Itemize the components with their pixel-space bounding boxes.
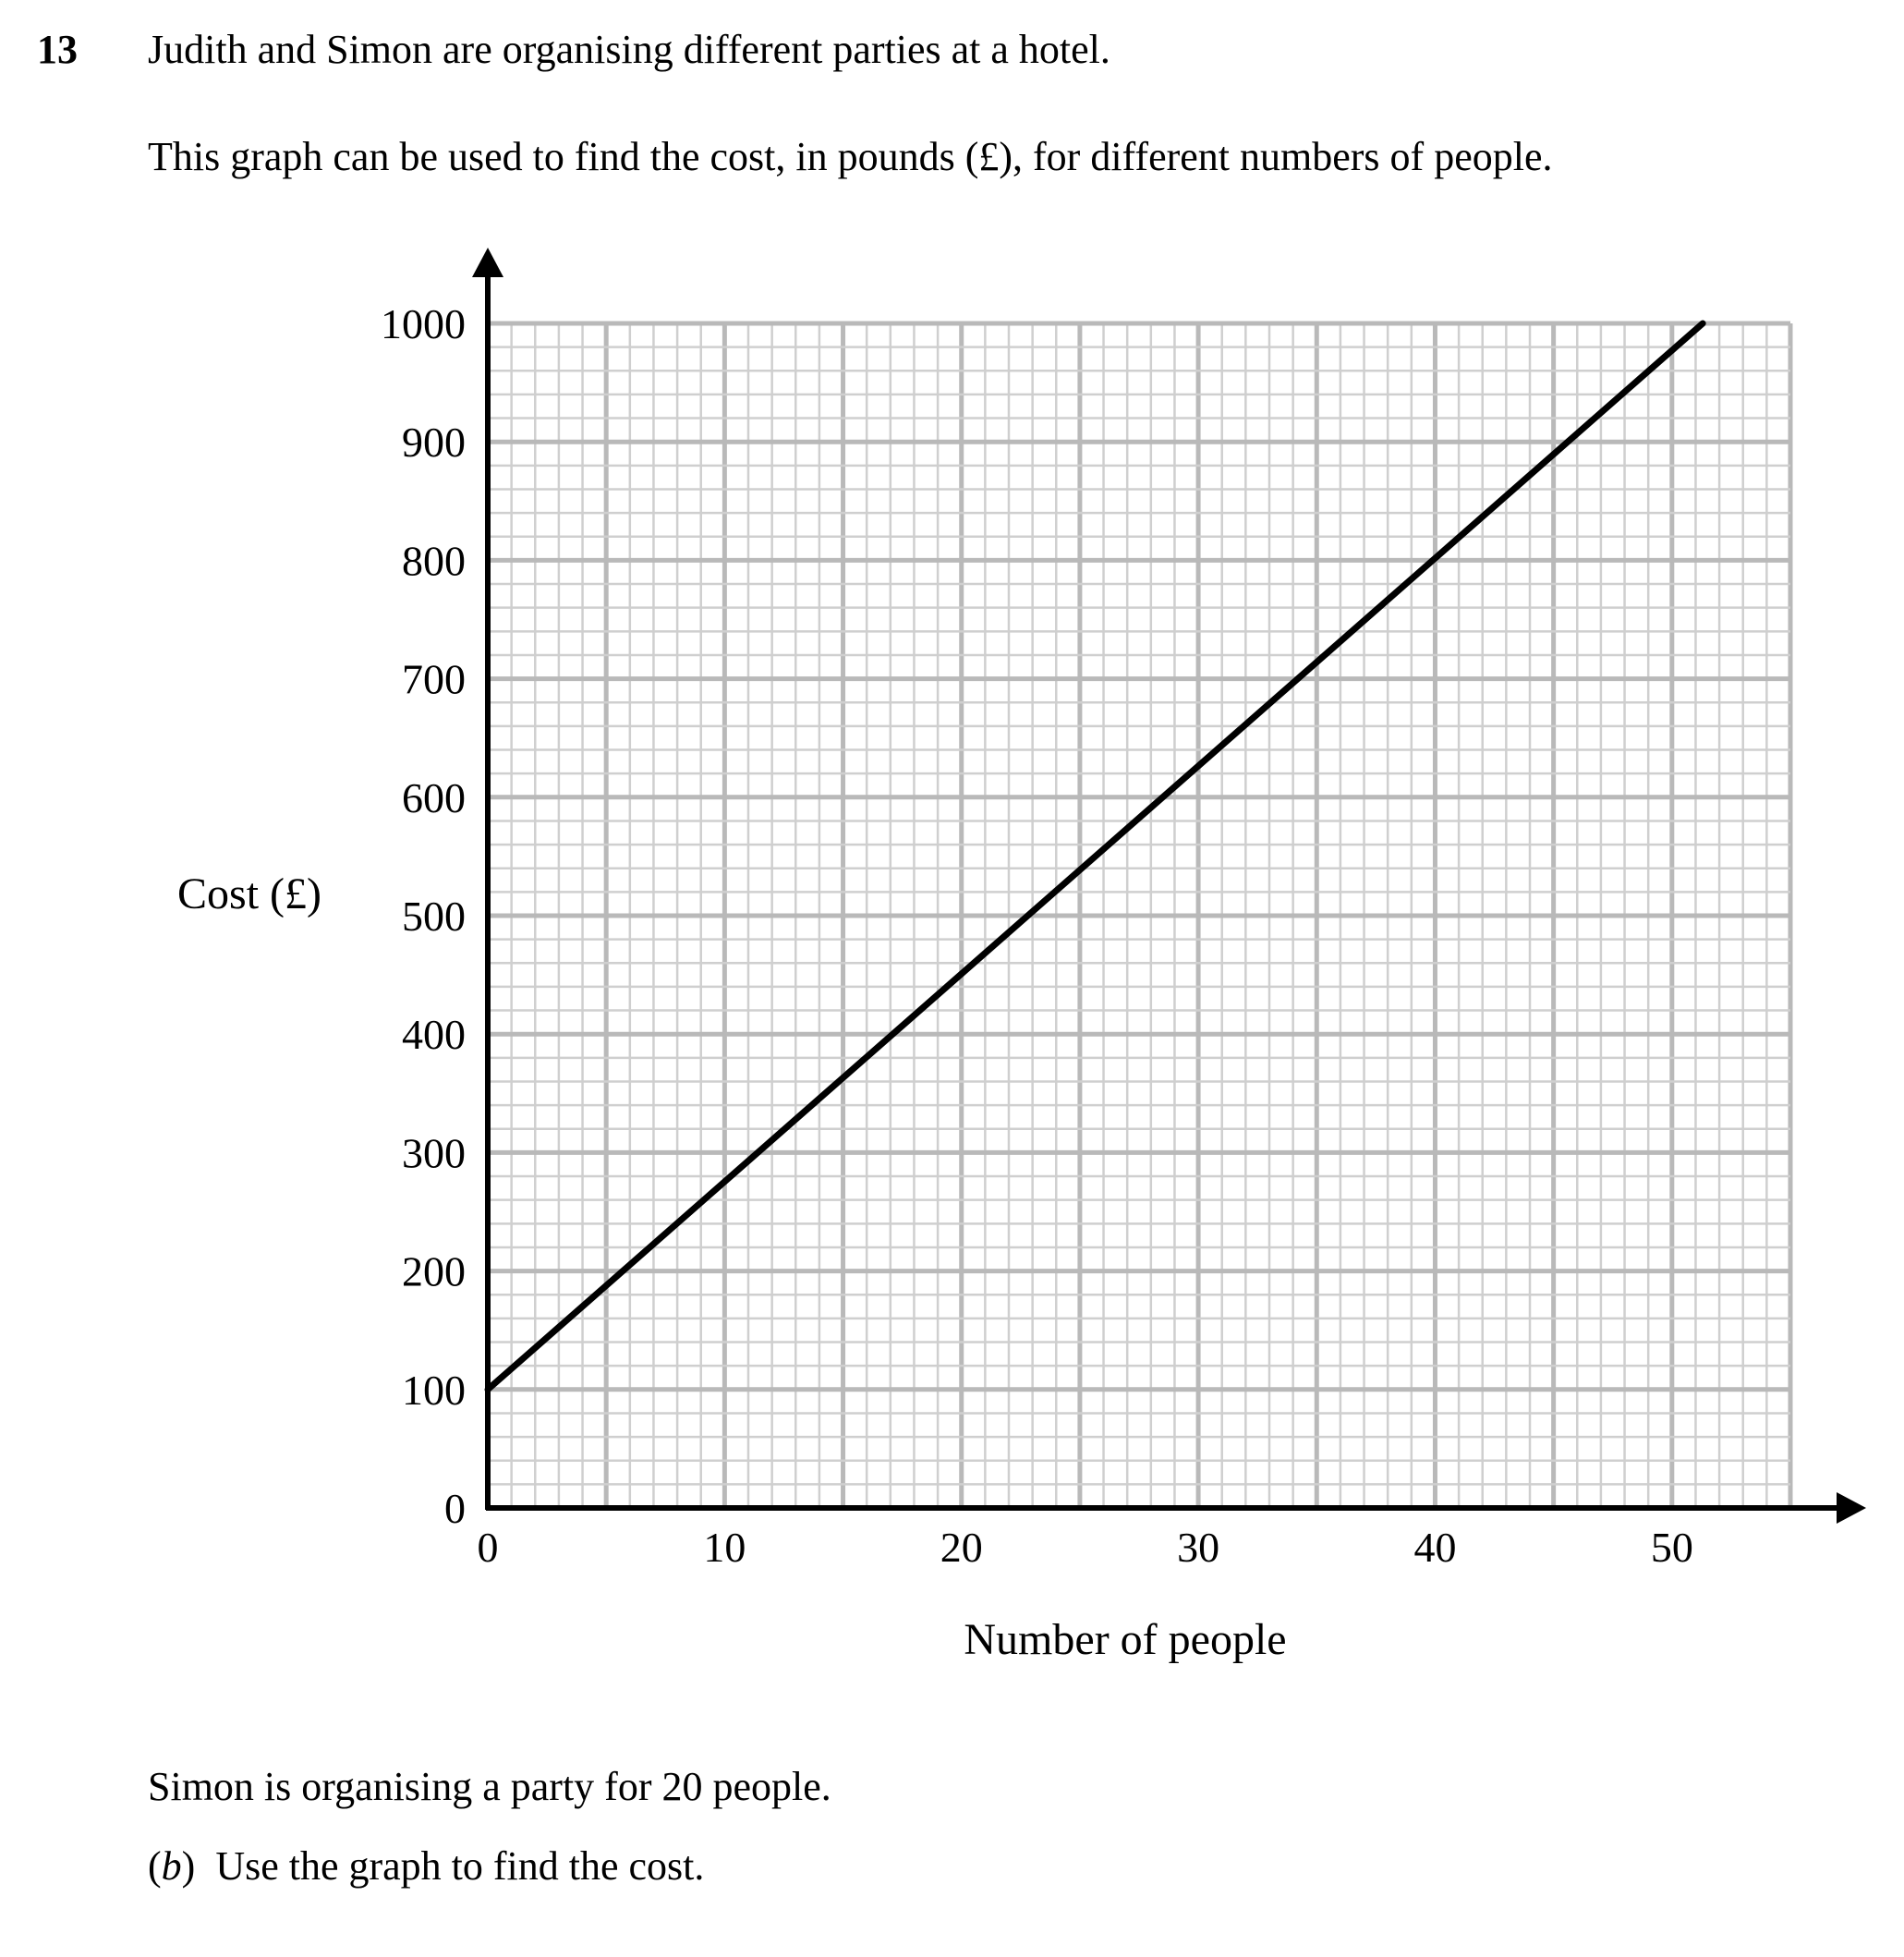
y-axis-arrowhead bbox=[472, 248, 503, 277]
chart-grid bbox=[488, 323, 1790, 1508]
y-tick-label: 1000 bbox=[381, 300, 466, 347]
chart-axes bbox=[472, 248, 1866, 1524]
y-tick-label: 600 bbox=[402, 773, 466, 821]
part-b-letter: b bbox=[161, 1843, 182, 1889]
y-tick-label: 500 bbox=[402, 893, 466, 940]
question-context: Simon is organising a party for 20 people. bbox=[148, 1764, 831, 1809]
y-tick-label: 0 bbox=[444, 1485, 466, 1532]
question-intro-line-2: This graph can be used to find the cost, in pounds (£), for different numbers of people. bbox=[148, 134, 1553, 179]
y-tick-label: 300 bbox=[402, 1129, 466, 1177]
y-axis-label: Cost (£) bbox=[177, 869, 321, 918]
y-tick-label: 200 bbox=[402, 1247, 466, 1295]
y-tick-label: 900 bbox=[402, 419, 466, 467]
y-tick-label: 400 bbox=[402, 1011, 466, 1059]
cost-line bbox=[488, 323, 1703, 1390]
x-tick-label: 10 bbox=[703, 1524, 746, 1571]
y-tick-label: 100 bbox=[402, 1366, 466, 1414]
y-tick-label: 700 bbox=[402, 655, 466, 703]
x-tick-label: 30 bbox=[1177, 1524, 1220, 1571]
chart-series bbox=[488, 323, 1703, 1390]
x-tick-label: 0 bbox=[477, 1524, 499, 1571]
question-part-b: (b) Use the graph to find the cost. bbox=[148, 1843, 705, 1889]
x-tick-label: 40 bbox=[1413, 1524, 1457, 1571]
question-intro-line-1: Judith and Simon are organising different parties at a hotel. bbox=[148, 27, 1110, 72]
x-tick-label: 50 bbox=[1650, 1524, 1693, 1571]
x-axis-arrowhead bbox=[1837, 1492, 1866, 1524]
x-axis-label: Number of people bbox=[964, 1615, 1287, 1664]
part-b-text: Use the graph to find the cost. bbox=[215, 1843, 705, 1889]
x-tick-label: 20 bbox=[940, 1524, 983, 1571]
y-tick-label: 800 bbox=[402, 537, 466, 585]
question-number: 13 bbox=[37, 27, 78, 72]
